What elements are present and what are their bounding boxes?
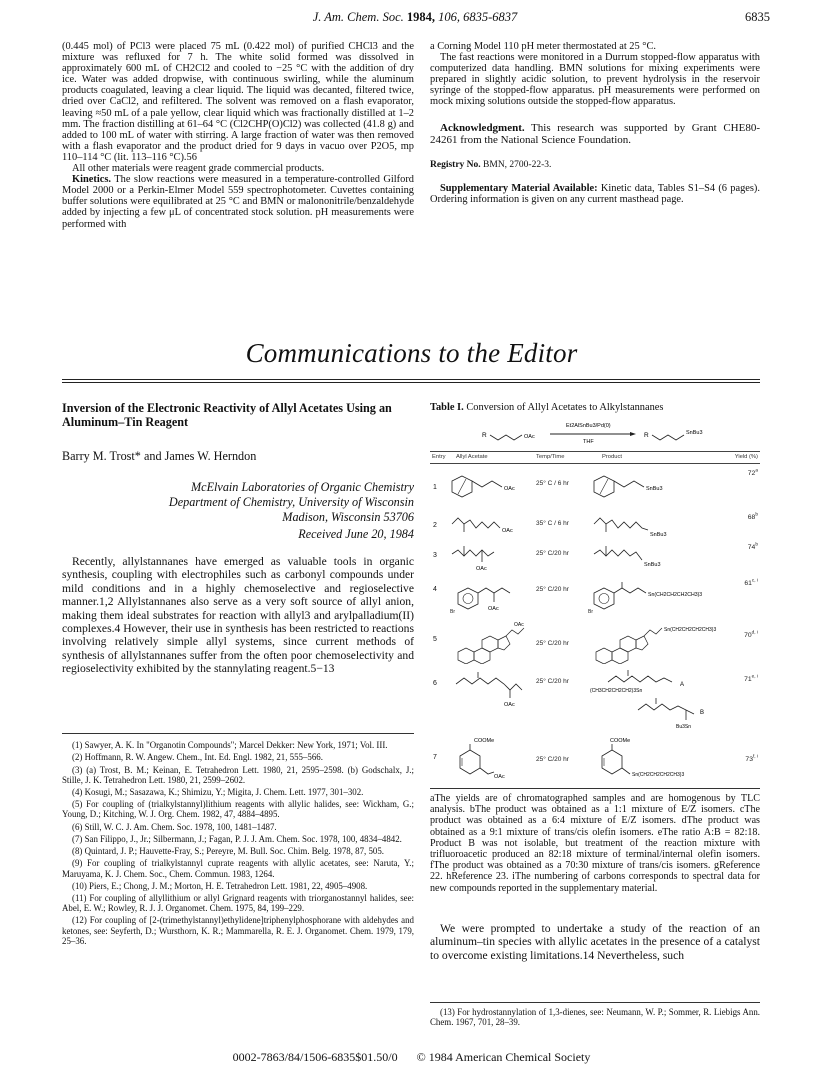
table-row-4 xyxy=(430,580,760,616)
footnote-item: (11) For coupling of allyllithium or allyl Grignard reagents with triorganostannyl halides, see: Abel, E. W.; Rowley, R. J. J. Organomet. Chem. 1975, 84, 199–229. xyxy=(62,893,414,914)
footnote-right xyxy=(430,1007,760,1027)
reactant-structure-1 xyxy=(448,470,534,508)
reactant-structure-2 xyxy=(448,512,534,542)
ester-group-label: COOMe xyxy=(610,738,631,744)
bromo-substituent: Br xyxy=(450,609,455,615)
bromo-substituent: Br xyxy=(588,609,593,615)
entry-number: 2 xyxy=(433,522,437,529)
journal-year: 1984, xyxy=(406,10,436,24)
footnotes xyxy=(62,740,414,948)
yield-number: 73 xyxy=(745,756,753,763)
table-row-2 xyxy=(430,512,760,542)
journal-name: J. Am. Chem. Soc. xyxy=(312,10,404,24)
product-structure-4 xyxy=(588,580,738,616)
yield-number: 61 xyxy=(744,580,752,587)
prev-article-left-column xyxy=(62,41,414,230)
ack-text: This research was supported by Grant CHE80-24261 from the National Science Foundation. xyxy=(430,121,760,146)
reaction-scheme xyxy=(480,416,720,448)
stopped-flow-paragraph: The fast reactions were monitored in a Durrum stopped-flow apparatus with computerized data handling. BMN solutions for mixing experiments were prepared in slightly acidic solution, to prevent hydrolysis in the reservoir syringe of the stopped-flow apparatus. pH measurements were performed on mock mixing solutions outside the stopped-flow apparatus. xyxy=(430,52,760,108)
ester-group-label: COOMe xyxy=(474,738,495,744)
table-rule-header xyxy=(430,463,760,464)
stannyl-group-label: SnBu3 xyxy=(646,486,663,492)
reactant-structure-6 xyxy=(448,668,534,708)
reaction-conditions: 25° C / 6 hr xyxy=(536,480,569,487)
product-structure-5 xyxy=(590,618,740,664)
scheme-arrowhead xyxy=(630,432,636,436)
reactant-structure-5 xyxy=(448,618,534,664)
product-b-stannyl-label: Bu3Sn xyxy=(676,724,692,730)
ack-label: Acknowledgment. xyxy=(440,121,525,134)
yield-footnote: c, i xyxy=(751,578,758,584)
page-footer xyxy=(0,1050,823,1065)
product-structure-2 xyxy=(590,512,720,542)
yield-value xyxy=(748,544,758,551)
body-paragraph: We were prompted to undertake a study of the reaction of an aluminum–tin species with allylic acetates in the presence of a catalyst to overcome existing limitations.14 Nevertheless, such xyxy=(430,922,760,962)
footnote-item: (10) Piers, E.; Chong, J. M.; Morton, H. E. Tetrahedron Lett. 1981, 22, 4905–4908. xyxy=(72,880,368,891)
table-header xyxy=(430,450,760,464)
footnote-item: (6) Still, W. C. J. Am. Chem. Soc. 1978, 100, 1481–1487. xyxy=(72,821,277,832)
yield-value xyxy=(744,632,758,639)
supplementary-material xyxy=(430,183,760,205)
entry-number: 5 xyxy=(433,636,437,643)
header-entry: Entry xyxy=(432,454,446,460)
leaving-group-label: OAc xyxy=(494,774,505,780)
footnote-item: (9) For coupling of trialkylstannyl cuprate reagents with allylic acetates, see: Naruta, Y.; Maruyama, K. J. Chem. Soc., Chem. Commun. 1983, 1264. xyxy=(62,858,414,879)
running-head xyxy=(60,10,770,26)
entry-number: 3 xyxy=(433,552,437,559)
footnote-item: (4) Kosugi, M.; Sasazawa, K.; Shimizu, Y.; Migita, J. Chem. Lett. 1977, 301–302. xyxy=(72,786,364,797)
footnote-item: (1) Sawyer, A. K. In "Organotin Compounds"; Marcel Dekker: New York, 1971; Vol. III. xyxy=(72,740,388,750)
article-title: Inversion of the Electronic Reactivity of Allyl Acetates Using an Aluminum–Tin Reagent xyxy=(62,401,392,429)
scheme-reagent: Et2AlSnBu3/Pd(0) xyxy=(566,423,611,429)
section-heading: Communications to the Editor xyxy=(245,338,578,368)
leaving-group-label: OAc xyxy=(514,622,524,628)
journal-pages: 6835-6837 xyxy=(463,10,518,24)
yield-number: 68 xyxy=(747,514,756,521)
footnote-item: (12) For coupling of [2-(trimethylstannyl)ethylidene]triphenylphosphorane with aldehydes and ketones, see: Seyferth, D.; Wursthorn, K. R.; Mammarella, R. E. J. Organomet. Chem. 1979, 179, 25–36. xyxy=(62,915,414,946)
scheme-solvent: THF xyxy=(583,439,594,445)
article-code: 0002-7863/84/1506-6835$01.50/0 xyxy=(232,1050,398,1064)
header-yield: Yield (%) xyxy=(734,454,758,460)
affiliation-line: McElvain Laboratories of Organic Chemistry xyxy=(191,480,414,494)
article-body-left xyxy=(62,555,414,676)
header-allyl-acetate: Allyl Acetate xyxy=(456,454,488,460)
journal-volume: 106, xyxy=(438,10,461,24)
received-date: Received June 20, 1984 xyxy=(298,527,414,541)
header-temp-time: Temp/Time xyxy=(536,454,565,460)
leaving-group-label: OAc xyxy=(502,528,513,534)
entry-number: 1 xyxy=(433,484,437,491)
table-row-1 xyxy=(430,470,760,510)
registry-text: BMN, 2700-22-3. xyxy=(483,159,552,170)
reaction-conditions: 25° C/20 hr xyxy=(536,550,569,557)
yield-value xyxy=(748,514,758,521)
table-caption-text: Conversion of Allyl Acetates to Alkylstannanes xyxy=(466,402,664,413)
leaving-group-label: OAc xyxy=(476,566,487,572)
affiliation-line: Department of Chemistry, University of Wisconsin xyxy=(168,494,414,509)
entry-number: 4 xyxy=(433,586,437,593)
reaction-conditions: 25° C/20 hr xyxy=(536,586,569,593)
footnote-item: (2) Hoffmann, R. W. Angew. Chem., Int. Ed. Engl. 1982, 21, 555–566. xyxy=(72,752,323,763)
scheme-reactant-group: OAc xyxy=(524,434,535,440)
kinetics-paragraph xyxy=(62,174,414,229)
yield-footnote: e, i xyxy=(751,674,758,680)
stannyl-group-label: SnBu3 xyxy=(650,532,667,538)
table-row-7 xyxy=(430,734,760,784)
stannyl-group-label: Sn(CH2CH2CH2CH3)3 xyxy=(632,772,685,778)
yield-footnote: b xyxy=(755,512,758,518)
yield-footnote: b xyxy=(755,542,758,548)
prev-article-right-column xyxy=(430,41,760,205)
journal-citation xyxy=(60,10,770,25)
product-structure-7 xyxy=(590,734,740,784)
registry-numbers xyxy=(430,160,760,171)
section-rule-bottom xyxy=(62,382,760,383)
acknowledgment xyxy=(430,122,760,146)
section-rule-top xyxy=(62,379,760,380)
yield-footnote: d, i xyxy=(751,630,758,636)
header-product: Product xyxy=(602,454,622,460)
footnote-rule-right xyxy=(430,1002,760,1003)
yield-value xyxy=(745,756,758,763)
registry-label: Registry No. xyxy=(430,159,481,170)
stannyl-group-label: (CH3CH2CH2CH2)3Sn xyxy=(590,688,643,694)
yield-number: 72 xyxy=(747,470,756,477)
kinetics-text: The slow reactions were measured in a temperature-controlled Gilford Model 2000 or a Perkin-Elmer Model 559 spectrophotometer. Cuvettes containing buffer solutions were equilibrated at 25 °C and BMN or malononitrile/benzaldehyde added by injecting a few μL of concentrated stock solution. pH measurements were performed with xyxy=(62,174,414,230)
product-structure-6 xyxy=(588,668,738,732)
table-row-3 xyxy=(430,544,760,578)
table-caption xyxy=(430,402,760,413)
yield-footnote: f, i xyxy=(752,754,758,760)
yield-value xyxy=(744,580,758,587)
entry-number: 6 xyxy=(433,680,437,687)
table-row-5 xyxy=(430,618,760,664)
article-authors: Barry M. Trost* and James W. Herndon xyxy=(62,449,257,463)
entry-number: 7 xyxy=(433,754,437,761)
reaction-conditions: 35° C / 6 hr xyxy=(536,520,569,527)
yield-value xyxy=(748,470,758,477)
product-b-label: B xyxy=(700,710,705,716)
materials-paragraph: All other materials were reagent grade commercial products. xyxy=(72,163,325,175)
intro-paragraph: Recently, allylstannanes have emerged as valuable tools in organic synthesis, coupling with electrophiles such as carbonyl compounds under mild conditions and in a highly chemoselective and regioselective manner.1,2 Allylstannanes also serve as a very soft source of allyl anion, making them ideal substrates for reaction with allyl3 and arylpalladium(II) complexes.4 However, their use in synthesis has been restricted to reactions involving relatively simple allyl systems, since current methods of synthesis of allylstannanes suffer from the often poor chemoselectivity and regioselectivity exhibited by the stannylating reagent.5−13 xyxy=(62,555,414,676)
scheme-product-r: R xyxy=(644,432,649,439)
yield-number: 74 xyxy=(747,544,756,551)
footnote-13: (13) For hydrostannylation of 1,3-dienes, see: Neumann, W. P.; Sommer, R. Liebigs Ann. Chem. 1967, 701, 28–39. xyxy=(430,1007,760,1028)
reaction-conditions: 25° C/20 hr xyxy=(536,640,569,647)
footnote-item: (5) For coupling of (trialkylstannyl)lithium reagents with allylic halides, see: Wickham, G.; Young, D.; Kitching, W. J. Org. Chem. 1982, 47, 4884–4895. xyxy=(62,799,414,820)
stannyl-group-label: Sn(CH2CH2CH2CH3)3 xyxy=(648,592,703,598)
table-notes-text: aThe yields are of chromatographed samples and are homogenous by TLC analysis. bThe product was obtained as a 1:1 mixture of E/Z isomers. cThe product was obtained as a 6:4 mixture of E/Z isomers. dThe product was obtained as a 9:1 mixture of trans/cis olefin isomers. eThe ratio A:B = 82:18. Product B was not isolable, but treatment of the reaction mixture with trifluoroacetic produced an 82:18 mixture of terminal/internal olefin isomers. fThe product was obtained as a 70:30 mixture of trans/cis isomers. gReference 22. hReference 23. iThe numbering of carbons corresponds to spectral data for new compounds reported in the supplementary material. xyxy=(430,793,760,894)
footnote-item: (3) (a) Trost, B. M.; Keinan, E. Tetrahedron Lett. 1980, 21, 2595–2598. (b) Godschalx, J.; Stille, J. K. Tetrahedron Lett. 1980, 21, 2599–2602. xyxy=(62,764,414,785)
reactant-structure-7 xyxy=(448,734,534,784)
yield-number: 70 xyxy=(744,632,752,639)
stannyl-group-label: Sn(CH2CH2CH2CH3)3 xyxy=(664,627,717,633)
leaving-group-label: OAc xyxy=(488,606,499,612)
reactant-structure-3 xyxy=(448,544,534,578)
experimental-paragraph: (0.445 mol) of PCl3 were placed 75 mL (0.422 mol) of purified CHCl3 and the mixture was refluxed for 7 h. The white solid formed was dissolved in approximately 600 mL of CH2Cl2 and cooled to −25 °C with the addition of dry ice. Water was added dropwise, with continuous swirling, while the aluminum products coagulated, leaving a clear liquid. The liquid was decanted, filtered twice, dried over CaCl2, and refiltered. The solvent was removed on a flash evaporator, leaving ≈50 mL of a pale yellow, clear liquid which was fractionally distilled at 1–2 mm. The fraction distilling at 61–64 °C (Cl2CHP(O)Cl2) was collected (41.8 g) and added to 100 mL of water with stirring. A large fraction of water was then removed with a flash evaporator and the product dried for 9 days in vacuo over P2O5, mp 110–114 °C (lit. 113–116 °C).56 xyxy=(62,41,414,163)
product-structure-1 xyxy=(590,470,720,508)
footnote-rule xyxy=(62,733,414,734)
stannyl-group-label: SnBu3 xyxy=(644,562,661,568)
ph-meter-paragraph: a Corning Model 110 pH meter thermostated at 25 °C. xyxy=(430,41,656,52)
scheme-reactant-chain xyxy=(490,435,522,440)
reaction-conditions: 25° C/20 hr xyxy=(536,678,569,685)
affiliation-line: Madison, Wisconsin 53706 xyxy=(282,509,414,524)
product-a-label: A xyxy=(680,682,685,688)
table-row-6 xyxy=(430,668,760,732)
scheme-reactant-r: R xyxy=(482,432,487,439)
author-affiliation xyxy=(100,480,414,524)
yield-value xyxy=(744,676,758,683)
supp-label: Supplementary Material Available: xyxy=(440,182,598,194)
article-body-right xyxy=(430,922,760,962)
table-rule-bottom xyxy=(430,788,760,789)
yield-footnote: a xyxy=(755,468,758,474)
table-label: Table I. xyxy=(430,402,464,413)
product-structure-3 xyxy=(590,544,720,578)
page-number: 6835 xyxy=(745,10,770,24)
copyright-notice: © 1984 American Chemical Society xyxy=(416,1050,591,1064)
table-footnotes xyxy=(430,793,760,894)
kinetics-label: Kinetics. xyxy=(72,174,111,186)
footnote-item: (7) San Filippo, J., Jr.; Silbermann, J.; Fagan, P. J. J. Am. Chem. Soc. 1978, 100, 4834–4842. xyxy=(72,833,402,844)
supp-text: Kinetic data, Tables S1–S4 (6 pages). Ordering information is given on any current masthead page. xyxy=(430,182,760,205)
leaving-group-label: OAc xyxy=(504,702,515,708)
reaction-conditions: 25° C/20 hr xyxy=(536,756,569,763)
scheme-product-group: SnBu3 xyxy=(686,430,703,436)
scheme-product-chain xyxy=(652,435,684,440)
reactant-structure-4 xyxy=(448,580,534,616)
yield-number: 71 xyxy=(744,676,752,683)
leaving-group-label: OAc xyxy=(504,486,515,492)
footnote-item: (8) Quintard, J. P.; Hauvette-Fray, S.; Pereyre, M. Bull. Soc. Chim. Belg. 1978, 87, 505. xyxy=(72,846,384,857)
